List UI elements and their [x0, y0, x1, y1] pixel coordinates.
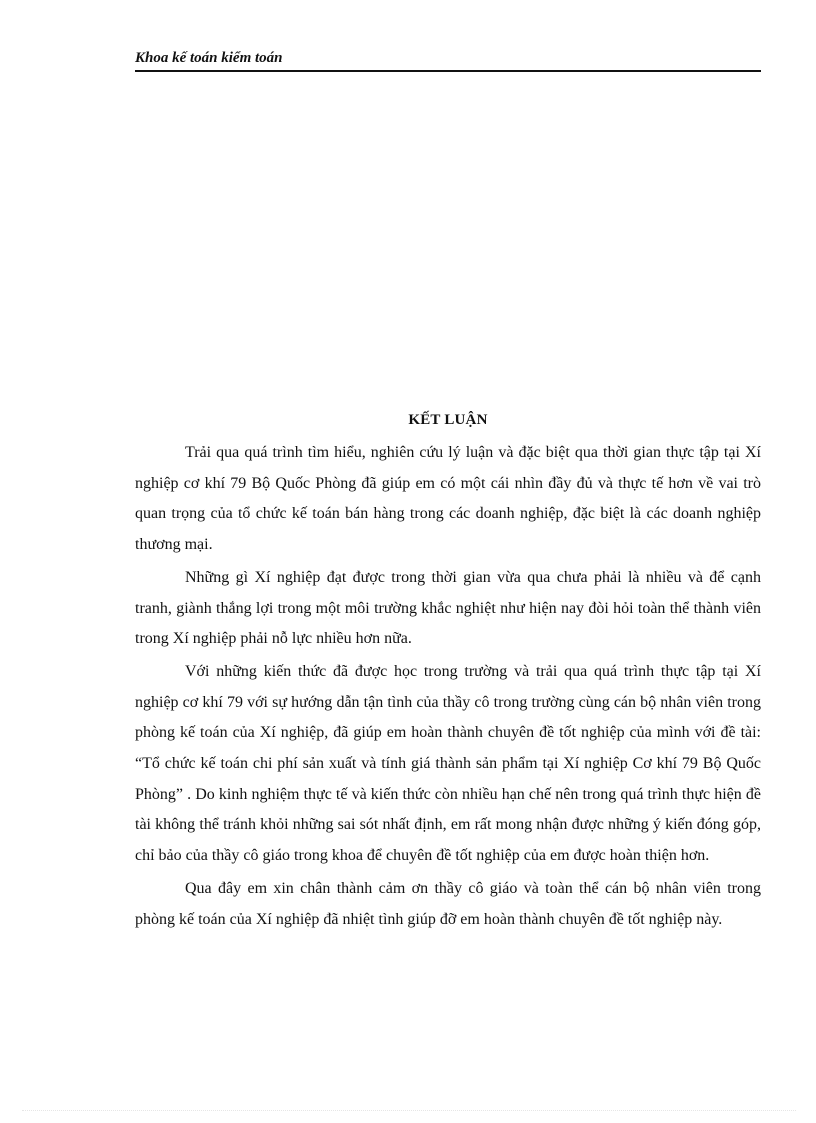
paragraph-4: Qua đây em xin chân thành cảm ơn thầy cô giáo và toàn thể cán bộ nhân viên trong phòng kế toán của Xí nghiệp đã nhiệt tình giúp đỡ em hoàn thành chuyên đề tốt nghiệp này.: [135, 879, 761, 928]
paragraph-2: Những gì Xí nghiệp đạt được trong thời gian vừa qua chưa phải là nhiều và để cạnh tranh, giành thắng lợi trong một môi trường khắc nghiệt như hiện nay đòi hỏi toàn thể thành viên trong Xí nghiệp phải nỗ lực nhiều hơn nữa.: [135, 568, 761, 648]
document-body: [135, 410, 761, 935]
header-divider: [135, 70, 761, 72]
paragraph-3: Với những kiến thức đã được học trong trường và trải qua quá trình thực tập tại Xí nghiệp cơ khí 79 với sự hướng dẫn tận tình của thầy cô trong trường cùng cán bộ nhân viên trong phòng kế toán của Xí nghiệp, đã giúp em hoàn thành chuyên đề tốt nghiệp của mình với đề tài: “Tổ chức kế toán chi phí sản xuất và tính giá thành sản phẩm tại Xí nghiệp Cơ khí 79 Bộ Quốc Phòng” . Do kinh nghiệm thực tế và kiến thức còn nhiều hạn chế nên trong quá trình thực hiện đề tài không thể tránh khỏi những sai sót nhất định, em rất mong nhận được những ý kiến đóng góp, chỉ bảo của thầy cô giáo trong khoa để chuyên đề tốt nghiệp của em được hoàn thiện hơn.: [135, 662, 761, 865]
header-title: Khoa kế toán kiểm toán: [135, 50, 283, 66]
page-header: [135, 48, 761, 70]
bottom-divider: [22, 1110, 796, 1111]
paragraph-1: Trải qua quá trình tìm hiểu, nghiên cứu lý luận và đặc biệt qua thời gian thực tập tại Xí nghiệp cơ khí 79 Bộ Quốc Phòng đã giúp em có một cái nhìn đầy đủ và thực tế hơn về vai trò quan trọng của tổ chức kế toán bán hàng trong các doanh nghiệp, đặc biệt là các doanh nghiệp thương mại.: [135, 444, 761, 554]
section-heading: KẾT LUẬN: [408, 412, 488, 428]
